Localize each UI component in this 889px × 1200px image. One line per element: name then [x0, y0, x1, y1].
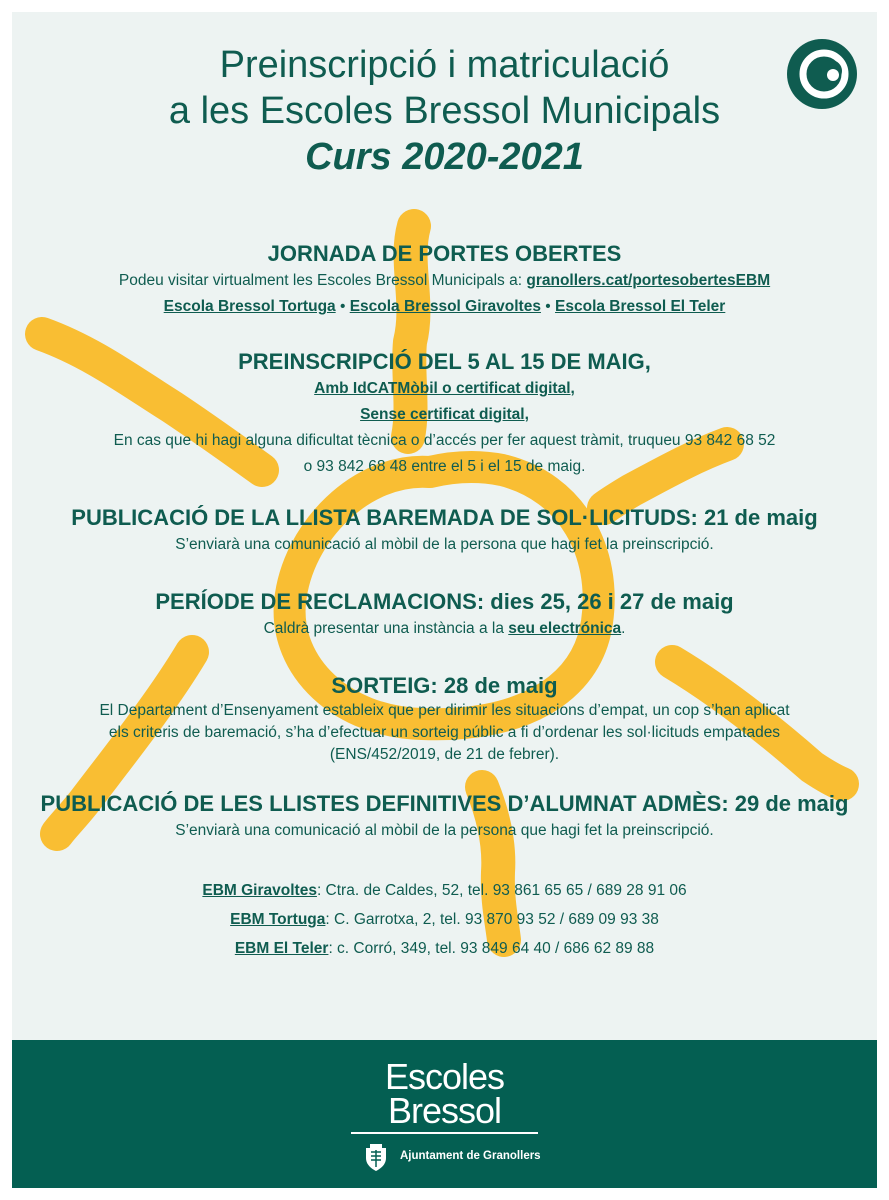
- definitives-text: S’enviarà una comunicació al mòbil de la persona que hagi fet la preinscripció.: [175, 822, 714, 839]
- title-line-2: a les Escoles Bressol Municipals: [168, 90, 721, 132]
- section-sorteig-heading: [12, 672, 877, 700]
- sorteig-heading-date: 28 de maig: [437, 673, 558, 698]
- no-certificate-link[interactable]: Sense certificat digital,: [360, 406, 529, 423]
- publicacio-heading-date: 21 de maig: [697, 505, 818, 530]
- ajuntament-name: Ajuntament de Granollers: [400, 1150, 541, 1162]
- section-reclamacions-heading: [12, 588, 877, 616]
- footer: [12, 1040, 877, 1188]
- contact-tortuga-link[interactable]: EBM Tortuga: [230, 911, 326, 928]
- school-teler-link[interactable]: Escola Bressol El Teler: [555, 298, 726, 315]
- section-portes-text: [12, 268, 877, 294]
- contact-teler-link[interactable]: EBM El Teler: [234, 940, 329, 957]
- preinscripcio-link-idcat-row: [12, 376, 877, 402]
- brand-logo: [12, 1056, 877, 1131]
- contact-teler: [12, 934, 877, 963]
- section-portes-heading: JORNADA DE PORTES OBERTES: [267, 241, 622, 266]
- ajuntament-logo: [362, 1142, 542, 1172]
- coat-of-arms-icon: [362, 1142, 390, 1172]
- section-definitives-heading: [12, 790, 877, 818]
- definitives-heading-main: PUBLICACIÓ DE LES LLISTES DEFINITIVES D’ALUMNAT ADMÈS:: [40, 791, 729, 816]
- spacer: [12, 558, 877, 588]
- contact-tortuga: [12, 905, 877, 934]
- contact-giravoltes: [12, 876, 877, 905]
- separator: •: [335, 298, 350, 315]
- title-year: Curs 2020-2021: [305, 136, 584, 178]
- brand-line-1: Escoles: [384, 1056, 505, 1097]
- preinscripcio-text-1: En cas que hi hagi alguna dificultat tècnica o d’accés per fer aquest tràmit, truqueu 93 842 68 52: [113, 432, 776, 449]
- reclamacions-text: [12, 616, 877, 642]
- sorteig-heading-main: SORTEIG:: [331, 673, 438, 698]
- poster: [12, 12, 877, 1188]
- preinscripcio-link-nocert-row: [12, 402, 877, 428]
- reclamacions-text-end: .: [621, 620, 626, 637]
- brand-divider: [351, 1132, 538, 1134]
- idcat-link[interactable]: Amb IdCATMòbil o certificat digital,: [314, 380, 575, 397]
- spacer: [12, 766, 877, 790]
- sorteig-text-1: El Departament d’Ensenyament estableix que per dirimir les situacions d’empat, un cop s’han aplicat: [99, 702, 790, 719]
- definitives-heading-date: 29 de maig: [728, 791, 849, 816]
- spacer: [12, 480, 877, 504]
- portes-intro: Podeu visitar virtualment les Escoles Bressol Municipals a:: [118, 272, 527, 289]
- spacer: [12, 320, 877, 348]
- publicacio-heading-main: PUBLICACIÓ DE LA LLISTA BAREMADA DE SOL·LICITUDS:: [71, 505, 698, 530]
- reclamacions-text-intro: Caldrà presentar una instància a la: [263, 620, 509, 637]
- separator: •: [540, 298, 556, 315]
- contact-giravoltes-link[interactable]: EBM Giravoltes: [202, 882, 317, 899]
- contact-giravoltes-info: : Ctra. de Caldes, 52, tel. 93 861 65 65 / 689 28 91 06: [316, 882, 687, 899]
- publicacio-text: S’enviarà una comunicació al mòbil de la persona que hagi fet la preinscripció.: [175, 536, 714, 553]
- reclamacions-heading-date: dies 25, 26 i 27 de maig: [484, 589, 734, 614]
- section-publicacio-heading: [12, 504, 877, 532]
- section-preinscripcio-heading: PREINSCRIPCIÓ DEL 5 AL 15 DE MAIG,: [238, 349, 651, 374]
- sorteig-text-3: (ENS/452/2019, de 21 de febrer).: [329, 746, 560, 763]
- contact-teler-info: : c. Corró, 349, tel. 93 849 64 40 / 686 62 89 88: [328, 940, 655, 957]
- spacer: [12, 642, 877, 672]
- brand-line-2: Bressol: [387, 1090, 502, 1131]
- school-giravoltes-link[interactable]: Escola Bressol Giravoltes: [349, 298, 541, 315]
- preinscripcio-text-2: o 93 842 68 48 entre el 5 i el 15 de maig.: [303, 458, 586, 475]
- main-content: [12, 240, 877, 963]
- page-title: [12, 42, 877, 180]
- contacts-list: [12, 876, 877, 963]
- contact-tortuga-info: : C. Garrotxa, 2, tel. 93 870 93 52 / 689 09 93 38: [325, 911, 659, 928]
- sorteig-text-2: els criteris de baremació, s’ha d’efectuar un sorteig públic a fi d’ordenar les sol·licituds empatades: [108, 724, 781, 741]
- reclamacions-heading-main: PERÍODE DE RECLAMACIONS:: [155, 589, 485, 614]
- seu-electronica-link[interactable]: seu electrónica: [508, 620, 622, 637]
- school-tortuga-link[interactable]: Escola Bressol Tortuga: [163, 298, 336, 315]
- spacer: [12, 844, 877, 876]
- title-line-1: Preinscripció i matriculació: [219, 44, 670, 86]
- section-portes-schools: [12, 294, 877, 320]
- portes-url-link[interactable]: granollers.cat/portesobertesEBM: [526, 272, 771, 289]
